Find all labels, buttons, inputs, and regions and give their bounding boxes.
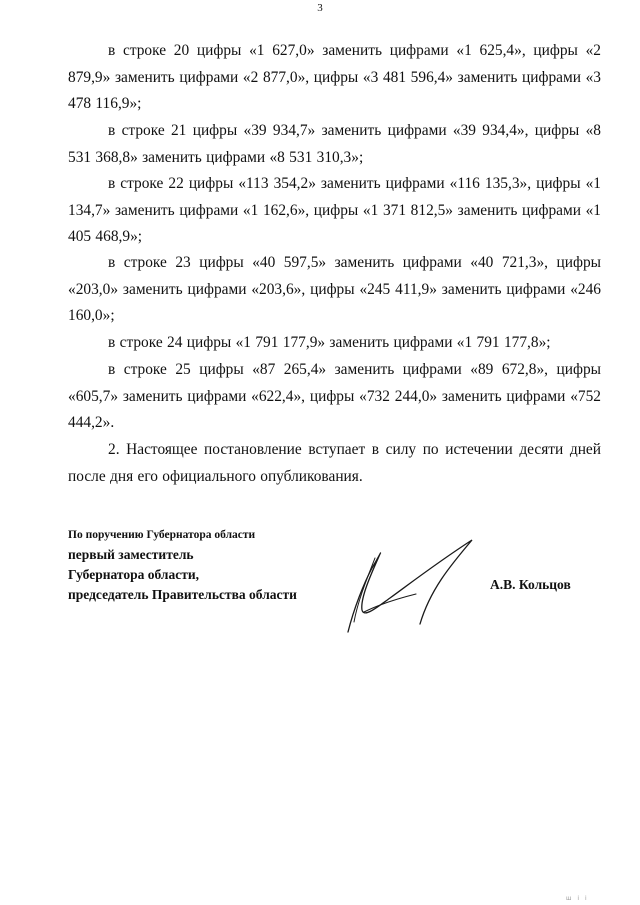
signatory-line-2: первый заместитель	[68, 547, 194, 562]
footer-mark: ш і і	[566, 895, 589, 902]
handwritten-signature	[320, 528, 490, 638]
paragraph-line-23: в строке 23 цифры «40 597,5» заменить цифрами «40 721,3», цифры «203,0» заменить цифрами «203,6», цифры «245 411,9» заменить цифрами «246 160,0»;	[68, 254, 601, 325]
paragraph-line-25: в строке 25 цифры «87 265,4» заменить цифрами «89 672,8», цифры «605,7» заменить цифрами «622,4», цифры «732 244,0» заменить цифрами «752 444,2».	[68, 361, 601, 432]
signatory-title	[68, 525, 297, 605]
paragraph-line-20: в строке 20 цифры «1 627,0» заменить цифрами «1 625,4», цифры «2 879,9» заменить цифрами «2 877,0», цифры «3 481 596,4» заменить цифрами «3 478 116,9»;	[68, 42, 601, 113]
signatory-name: А.В. Кольцов	[490, 577, 571, 592]
paragraph-line-21: в строке 21 цифры «39 934,7» заменить цифрами «39 934,4», цифры «8 531 368,8» заменить цифрами «8 531 310,3»;	[68, 122, 601, 166]
page-number: 3	[317, 2, 323, 14]
paragraph-effective-date: 2. Настоящее постановление вступает в силу по истечении десяти дней после дня его официального опубликования.	[68, 441, 601, 485]
signatory-line-4: председатель Правительства области	[68, 587, 297, 602]
signatory-line-3: Губернатора области,	[68, 567, 199, 582]
paragraph-line-24: в строке 24 цифры «1 791 177,9» заменить цифрами «1 791 177,8»;	[108, 334, 551, 351]
signatory-line-1: По поручению Губернатора области	[68, 529, 256, 541]
paragraph-line-22: в строке 22 цифры «113 354,2» заменить цифрами «116 135,3», цифры «1 134,7» заменить цифрами «1 162,6», цифры «1 371 812,5» заменить цифрами «1 405 468,9»;	[68, 175, 601, 246]
